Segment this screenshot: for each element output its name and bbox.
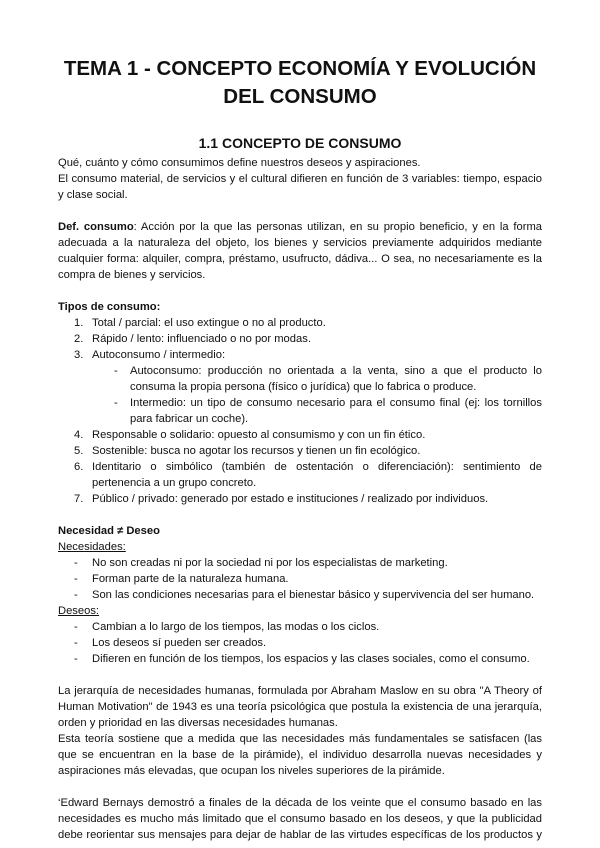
list-item: 2. Rápido / lento: influenciado o no por modas. — [74, 333, 311, 345]
document-title — [40, 55, 560, 111]
list-item: 1. Total / parcial: el uso extingue o no al producto. — [74, 317, 326, 329]
list-item: - Cambian a lo largo de los tiempos, las modas o los ciclos. — [74, 621, 380, 633]
list-item: - Forman parte de la naturaleza humana. — [74, 573, 289, 585]
list-item: 3. Autoconsumo / intermedio: — [74, 349, 226, 361]
list-item: 7. Público / privado: generado por estado e instituciones / realizado por individuos. — [74, 493, 489, 505]
tipos-heading: Tipos de consumo: — [58, 301, 161, 313]
sub-list-item: - Intermedio: un tipo de consumo necesario para el consumo final (ej: los tornillos para fabricar un coche). — [114, 397, 542, 425]
list-item: 4. Responsable o solidario: opuesto al consumismo y con un fin ético. — [74, 429, 426, 441]
list-item: - Los deseos sí pueden ser creados. — [74, 637, 267, 649]
bernays-paragraph: ‘Edward Bernays demostró a finales de la década de los veinte que el consumo basado en las necesidades es mucho más limitado que el consumo basado en los deseos, y que la publicidad debe reorientar sus mensajes para dejar de hablar de las virtudes específicas de los productos y — [58, 797, 542, 841]
definition-paragraph — [58, 219, 542, 283]
title-line-2: DEL CONSUMO — [223, 85, 377, 108]
section-heading: 1.1 CONCEPTO DE CONSUMO — [198, 135, 402, 151]
list-item: - No son creadas ni por la sociedad ni por los especialistas de marketing. — [74, 557, 448, 569]
deseos-list — [58, 619, 542, 667]
list-item: - Difieren en función de los tiempos, los espacios y las clases sociales, como el consumo. — [74, 653, 530, 665]
title-line-1: TEMA 1 - CONCEPTO ECONOMÍA Y EVOLUCIÓN — [63, 57, 537, 80]
list-item: 5. Sostenible: busca no agotar los recursos y tienen un fin ecológico. — [74, 445, 421, 457]
deseos-label: Deseos: — [58, 605, 100, 617]
list-item: 6. Identitario o simbólico (también de ostentación o diferenciación): sentimiento de pertenencia a un grupo concreto. — [74, 461, 542, 489]
maslow-paragraph-2: Esta teoría sostiene que a medida que las necesidades más fundamentales se satisfacen (las que se encuentran en la base de la pirámide), el individuo desarrolla nuevas necesidades y aspiraciones más elevadas, que ocupan los niveles superiores de la pirámide. — [58, 733, 542, 777]
tipos-list — [58, 315, 542, 507]
document-body — [58, 155, 542, 843]
definition-text: : Acción por la que las personas utilizan, en su propio beneficio, y en la forma adecuada a la naturaleza del objeto, los bienes y servicios previamente adquiridos mediante cualquier forma: alquiler, compra, préstamo, usufructo, dádiva... O sea, no necesariamente es la compra de bienes y servicios. — [58, 221, 542, 281]
necesidad-heading: Necesidad ≠ Deseo — [58, 525, 160, 537]
intro-paragraph-1: Qué, cuánto y cómo consumimos define nuestros deseos y aspiraciones. — [58, 157, 421, 169]
maslow-paragraph-1: La jerarquía de necesidades humanas, formulada por Abraham Maslow en su obra "A Theory of Human Motivation" de 1943 es una teoría psicológica que postula la existencia de una jerarquía, orden y prioridad en las diversas necesidades humanas. — [58, 685, 542, 729]
definition-term: Def. consumo — [58, 221, 134, 233]
intro-paragraph-2: El consumo material, de servicios y el cultural difieren en función de 3 variables: tiempo, espacio y clase social. — [58, 173, 542, 201]
list-item: - Son las condiciones necesarias para el bienestar básico y supervivencia del ser humano. — [74, 589, 535, 601]
necesidades-label: Necesidades: — [58, 541, 126, 553]
sub-list-item: - Autoconsumo: producción no orientada a la venta, sino a que el producto lo consuma la propia persona (físico o jurídica) que lo fabrica o produce. — [114, 365, 542, 393]
necesidades-list — [58, 555, 542, 603]
